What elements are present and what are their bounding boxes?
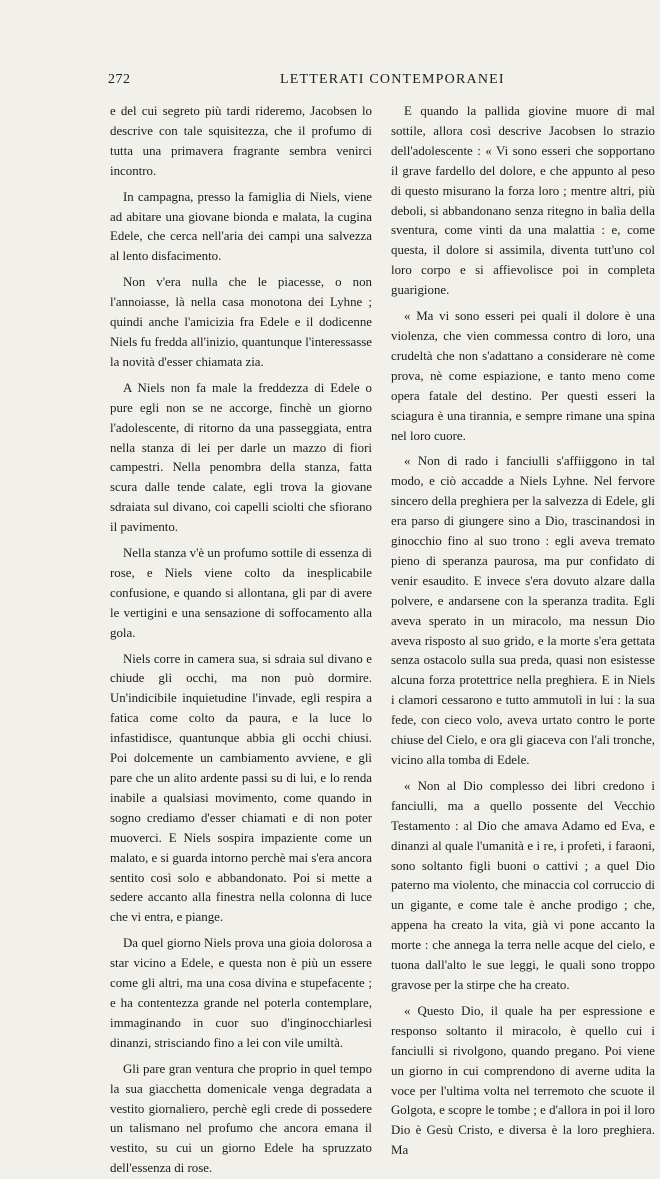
paragraph: E quando la pallida giovine muore di mal sottile, allora così descrive Jacobsen lo strazio dell'adolescente : « Vi sono esseri che sopportano il grave fardello del dolore, e che appunto al peso di questo misurano la forza loro ; mentre altri, più deboli, si abbandonano senza ritegno in balìa della sventura, come vinti da una malattia : e, come questa, il dolore si assimila, diventa tutt'uno col loro corpo e si affievolisce poi in completa guarigione. [391, 104, 655, 298]
paragraph: In campagna, presso la famiglia di Niels, viene ad abitare una giovane bionda e malata, la cugina Edele, che cerca nell'aria dei campi una salvezza al lento disfacimento. [110, 189, 372, 264]
paragraph: Non v'era nulla che le piacesse, o non l'annoiasse, là nella casa monotona dei Lyhne ; quindi anche l'amicizia fra Edele e il dodicenne Niels fu fredda all'inizio, quantunque l'interessasse la novità d'esser chiamata zia. [110, 275, 372, 369]
right-column [391, 102, 655, 1158]
paragraph: « Ma vi sono esseri pei quali il dolore è una violenza, che vien commessa contro di loro, una crudeltà che non s'adattano a considerare nè come prova, nè come espiazione, e tanto meno come opera fatale del destino. Per questi esseri la sciagura è una tirannia, e sempre rimane una spina nel loro cuore. [391, 309, 655, 443]
running-head: LETTERATI CONTEMPORANEI [280, 72, 505, 87]
page-number: 272 [108, 72, 131, 87]
paragraph: Niels corre in camera sua, si sdraia sul divano e chiude gli occhi, ma non può dormire. Un'indicibile inquietudine l'invade, egli respira a fatica come colto da paura, e la luce lo infastidisce, quantunque abbia gli occhi chiusi. Poi dolcemente un cambiamento avviene, e gli pare che un alito ardente passi su di lui, e lo renda inabile a qualsiasi movimento, come quando in sogno crediamo d'esser chiamati e di non poter muoverci. E Niels sospira impaziente come un malato, e si guarda intorno perchè mai s'era ancora sentito così solo e abbandonato. Poi si mette a sedere accanto alla finestra nella colonna di luce che vi entra, e piange. [110, 651, 372, 925]
paragraph: « Questo Dio, il quale ha per espressione e responso soltanto il miracolo, è quello cui i fanciulli si rivolgono, quando pregano. Poi viene un giorno in cui comprendono di averne udita la voce per l'ultima volta nel terremoto che scuote il Golgota, e scopre le tombe ; e d'allora in poi il loro Dio è Gesù Cristo, e diversa è la loro preghiera. Ma [391, 1003, 655, 1158]
paragraph: A Niels non fa male la freddezza di Edele o pure egli non se ne accorge, finchè un giorno l'adolescente, di ritorno da una passeggiata, entra nella stanza di lei per darle un mazzo di fiori campestri. Nella penombra della stanza, fatta scura dalle tende calate, egli trova la giovane sdraiata sul divano, coi capelli sciolti che sfiorano il pavimento. [110, 380, 372, 535]
paragraph: Da quel giorno Niels prova una gioia dolorosa a star vicino a Edele, e questa non è più un essere come gli altri, ma una cosa divina e stupefacente ; e ha contentezza grande nel poterla contemplare, immaginando in cuor suo d'inginocchiarlesi dinanzi, strisciando fino a lei con vile umiltà. [110, 936, 372, 1050]
paragraph: Nella stanza v'è un profumo sottile di essenza di rose, e Niels viene colto da inesplicabile confusione, e quando si allontana, gli par di avere le vertigini e una sensazione di soffocamento alla gola. [110, 546, 372, 640]
paragraph: e del cui segreto più tardi rideremo, Jacobsen lo descrive con tale squisitezza, che il profumo di tutta una primavera fragrante sembra venirci incontro. [110, 104, 372, 178]
left-column [110, 102, 372, 1176]
paragraph: Gli pare gran ventura che proprio in quel tempo la sua giacchetta domenicale venga degradata a vestito giornaliero, perchè egli crede di possedere un talismano nel profumo che ancora emana il vestito, su cui un giorno Edele ha spruzzato dell'essenza di rose. [110, 1061, 372, 1176]
paragraph: « Non al Dio complesso dei libri credono i fanciulli, ma a quello possente del Vecchio Testamento : al Dio che amava Adamo ed Eva, e dinanzi al quale l'umanità e i re, i profeti, i faraoni, sono soltanto figli buoni o cattivi ; a quel Dio paterno ma violento, che minaccia col corruccio di un gigante, e come tale è anche prodigo ; che, appena ha creato la vita, già vi pone accanto la morte : che annega la terra nelle acque del cielo, e tuona dall'alto le sue leggi, le quali sono troppo gravose per la stirpe che ha creato. [391, 778, 655, 992]
paragraph: « Non di rado i fanciulli s'affiiggono in tal modo, e ciò accadde a Niels Lyhne. Nel fervore sincero della preghiera per la salvezza di Edele, gli era parso di giungere sino a Dio, trascinandosi in ginocchio fino al suo trono : egli aveva tremato pieno di speranza paurosa, ma pur confidato di venir esaudito. E invece s'era dovuto alzare dalla polvere, e andarsene con la speranza tradita. Egli aveva sperato in un miracolo, ma nessun Dio aveva risposto al suo grido, e la morte s'era gettata senza ostacolo sulla sua preda, quasi non esistesse alcuna forza protettrice nella preghiera. E in Niels i clamori cessarono e tutto ammutolì in lui : la sua fede, con cieco volo, aveva urtato contro le porte chiuse del Cielo, e ora gli giaceva con l'ali tronche, vicino alla tomba di Edele. [391, 454, 655, 767]
